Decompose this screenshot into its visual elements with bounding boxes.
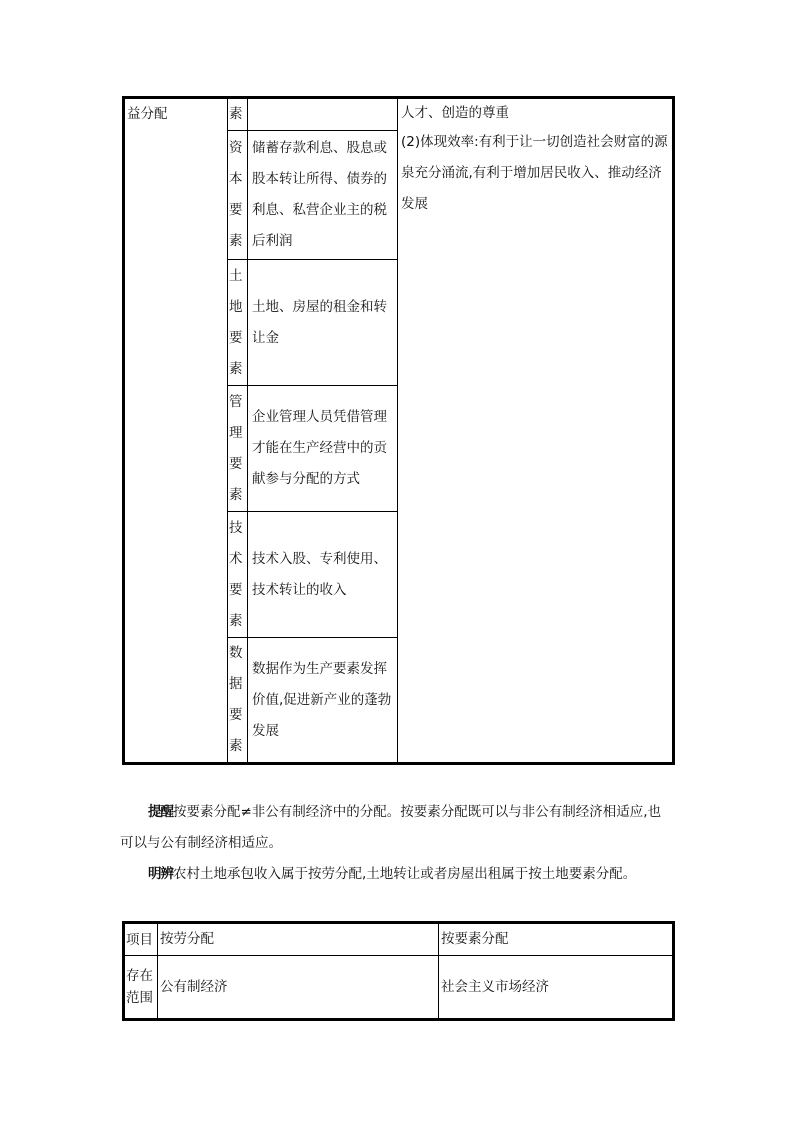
factor-name-cell: 素 <box>228 98 248 131</box>
table-cell: 公有制经济 <box>158 956 439 1020</box>
category-cell: 益分配 <box>124 98 228 764</box>
factor-desc-cell: 企业管理人员凭借管理才能在生产经营中的贡献参与分配的方式 <box>248 386 398 512</box>
factor-desc-cell: 土地、房屋的租金和转让金 <box>248 260 398 386</box>
table-cell: 社会主义市场经济 <box>439 956 674 1020</box>
comparison-table <box>122 921 675 1021</box>
table-row <box>124 98 674 131</box>
factor-desc-cell: 储蓄存款利息、股息或股本转让所得、债券的利息、私营企业主的税后利润 <box>248 131 398 260</box>
row-label-cell: 存在范围 <box>124 956 158 1020</box>
factor-name-cell: 数据要素 <box>228 638 248 764</box>
significance-cell: 人才、创造的尊重 (2)体现效率:有利于让一切创造社会财富的源泉充分涌流,有利于增加居民收入、推动经济发展 <box>398 98 674 764</box>
reminder-paragraph: 提醒按要素分配≠非公有制经济中的分配。按要素分配既可以与非公有制经济相适应,也可以与公有制经济相适应。 <box>120 804 662 851</box>
factor-name-cell: 技术要素 <box>228 512 248 638</box>
table-header-row <box>124 923 674 956</box>
factor-desc-cell: 技术入股、专利使用、技术转让的收入 <box>248 512 398 638</box>
table-row <box>124 956 674 1020</box>
factor-desc-cell <box>248 98 398 131</box>
factor-name-cell: 资本要素 <box>228 131 248 260</box>
distribution-factors-table <box>122 96 675 765</box>
factor-desc-cell: 数据作为生产要素发挥价值,促进新产业的蓬勃发展 <box>248 638 398 764</box>
factor-name-cell: 土地要素 <box>228 260 248 386</box>
factor-name-cell: 管理要素 <box>228 386 248 512</box>
header-cell: 按劳分配 <box>158 923 439 956</box>
header-cell: 按要素分配 <box>439 923 674 956</box>
clarify-paragraph: 明辨农村土地承包收入属于按劳分配,土地转让或者房屋出租属于按土地要素分配。 <box>148 866 637 882</box>
header-cell: 项目 <box>124 923 158 956</box>
